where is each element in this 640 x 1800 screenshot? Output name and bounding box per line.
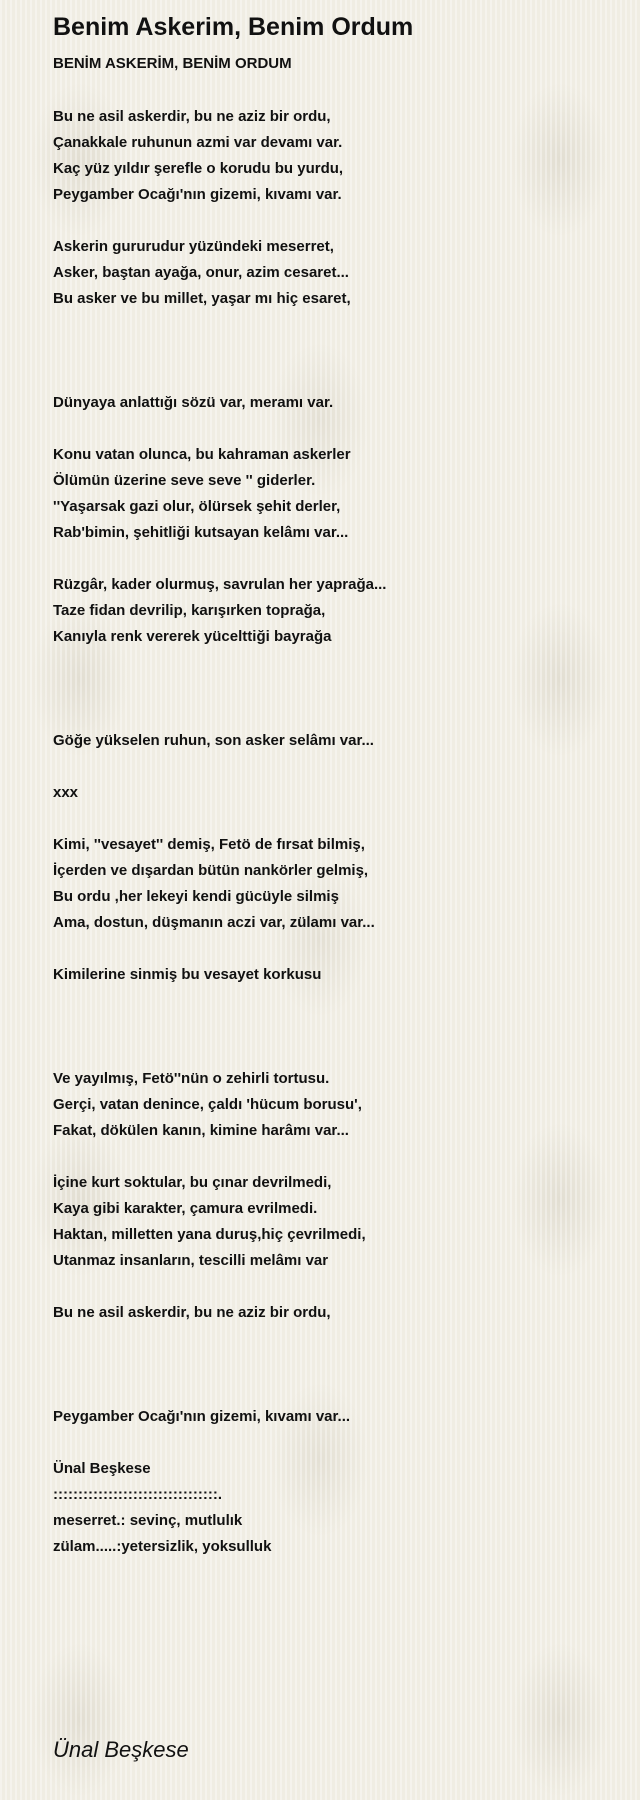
stanza	[53, 104, 613, 208]
stanza	[53, 832, 613, 936]
poem-line: Asker, baştan ayağa, onur, azim cesaret...	[53, 264, 349, 281]
stanza	[53, 572, 613, 650]
poem-line: Bu ordu ,her lekeyi kendi gücüyle silmiş	[53, 888, 339, 905]
stanza-gap	[53, 416, 613, 442]
poem-line: Peygamber Ocağı'nın gizemi, kıvamı var.	[53, 186, 342, 203]
poem-line: Konu vatan olunca, bu kahraman askerler	[53, 446, 351, 463]
stanza	[53, 1300, 613, 1326]
poem-line: Kaç yüz yıldır şerefle o korudu bu yurdu,	[53, 160, 344, 177]
poem-line: Göğe yükselen ruhun, son asker selâmı var...	[53, 732, 374, 749]
stanza-gap	[53, 1144, 613, 1170]
poem-line: Kimi, ''vesayet'' demiş, Fetö de fırsat bilmiş,	[53, 836, 365, 853]
stanza-gap	[53, 1430, 613, 1456]
stanza-gap	[53, 650, 613, 728]
stanza-gap	[53, 754, 613, 780]
stanza	[53, 442, 613, 546]
poem-line: Bu ne asil askerdir, bu ne aziz bir ordu,	[53, 108, 331, 125]
glossary-entry: meserret.: sevinç, mutlulık	[53, 1512, 243, 1529]
poem-line: Rüzgâr, kader olurmuş, savrulan her yaprağa...	[53, 576, 387, 593]
poem-line: Dünyaya anlattığı sözü var, meramı var.	[53, 394, 334, 411]
poem-title: BENİM ASKERİM, BENİM ORDUM	[53, 55, 292, 72]
poem-line: İçerden ve dışardan bütün nankörler gelmiş,	[53, 862, 369, 879]
author-name: Ünal Beşkese	[53, 1460, 151, 1477]
stanza	[53, 1456, 613, 1560]
section-divider: xxx	[53, 784, 79, 801]
poem-line: Peygamber Ocağı'nın gizemi, kıvamı var...	[53, 1408, 351, 1425]
stanza	[53, 780, 613, 806]
stanza	[53, 1170, 613, 1274]
stanza-gap	[53, 1274, 613, 1300]
author-signature: Ünal Beşkese	[53, 1737, 189, 1762]
poem-line: Rab'bimin, şehitliği kutsayan kelâmı var...	[53, 524, 349, 541]
poem-line: Bu ne asil askerdir, bu ne aziz bir ordu,	[53, 1304, 331, 1321]
page-title: Benim Askerim, Benim Ordum	[53, 13, 414, 41]
poem-line: Haktan, milletten yana duruş,hiç çevrilmedi,	[53, 1226, 366, 1243]
poem-body	[53, 104, 613, 1560]
stanza-gap	[53, 1326, 613, 1404]
poem-line: ''Yaşarsak gazi olur, ölürsek şehit derler,	[53, 498, 341, 515]
poem-line: Ölümün üzerine seve seve '' giderler.	[53, 472, 316, 489]
poem-line: Bu asker ve bu millet, yaşar mı hiç esaret,	[53, 290, 351, 307]
poem-line: Fakat, dökülen kanın, kimine harâmı var...	[53, 1122, 349, 1139]
poem-line: İçine kurt soktular, bu çınar devrilmedi,	[53, 1174, 332, 1191]
stanza	[53, 728, 613, 754]
stanza	[53, 962, 613, 988]
stanza-gap	[53, 988, 613, 1066]
stanza-gap	[53, 936, 613, 962]
poem-line: Utanmaz insanların, tescilli melâmı var	[53, 1252, 329, 1269]
stanza	[53, 1066, 613, 1144]
stanza	[53, 390, 613, 416]
poem-line: Kanıyla renk vererek yücelttiği bayrağa	[53, 628, 332, 645]
poem-line: Askerin gururudur yüzündeki meserret,	[53, 238, 334, 255]
separator-line: :::::::::::::::::::::::::::::::::.	[53, 1486, 223, 1503]
stanza	[53, 1404, 613, 1430]
poem-line: Gerçi, vatan denince, çaldı 'hücum borusu',	[53, 1096, 362, 1113]
poem-line: Ve yayılmış, Fetö''nün o zehirli tortusu.	[53, 1070, 330, 1087]
poem-line: Kaya gibi karakter, çamura evrilmedi.	[53, 1200, 318, 1217]
poem-line: Taze fidan devrilip, karışırken toprağa,	[53, 602, 326, 619]
stanza-gap	[53, 806, 613, 832]
stanza-gap	[53, 312, 613, 390]
stanza-gap	[53, 546, 613, 572]
poem-line: Ama, dostun, düşmanın aczi var, zülamı var...	[53, 914, 375, 931]
poem-line: Kimilerine sinmiş bu vesayet korkusu	[53, 966, 322, 983]
glossary-entry: zülam.....:yetersizlik, yoksulluk	[53, 1538, 272, 1555]
stanza	[53, 234, 613, 312]
stanza-gap	[53, 208, 613, 234]
poem-line: Çanakkale ruhunun azmi var devamı var.	[53, 134, 343, 151]
